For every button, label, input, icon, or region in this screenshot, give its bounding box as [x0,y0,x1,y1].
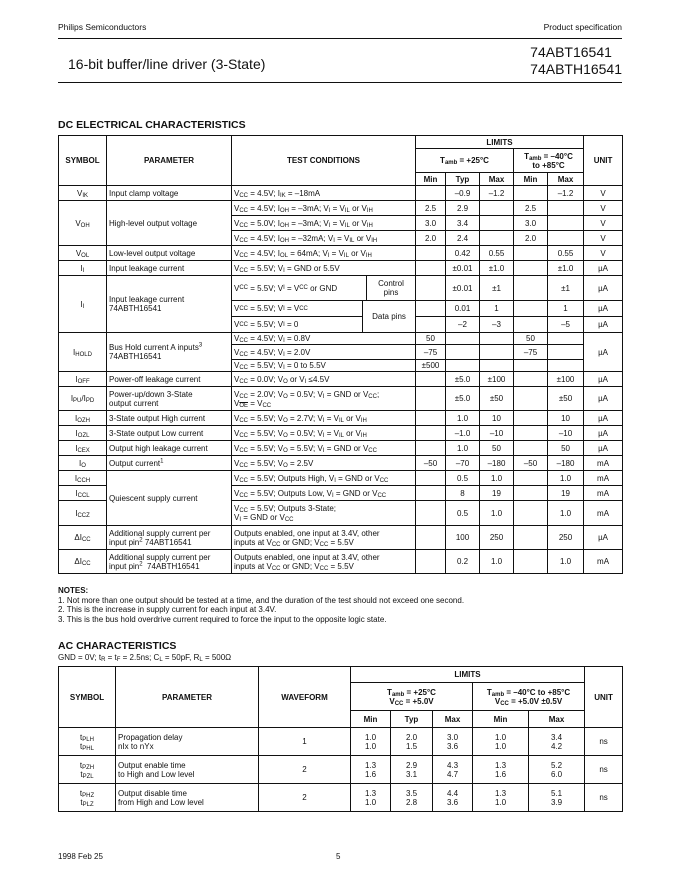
symbol-cell: $t_{PHZ}$ $t_{PLZ}$ [59,784,116,812]
table-row [59,201,623,216]
condition-cell: $V_{CC} = 4.5V$; $I_{OL} = 64mA$; $V_I = V_{IL}$ or $V_{IH}$ [232,246,416,261]
max2-cell [548,216,584,231]
min-cell [416,550,446,574]
min-cell [416,276,446,301]
symbol-cell: $I_{OZL}$ [59,426,107,441]
parameter-cell: 3-State output Low current [107,426,232,441]
typ-cell: 0.2 [446,550,480,574]
min-cell [416,301,446,317]
min2-cell: 1.0 1.0 [473,728,529,756]
ac-temp-25: $T_{amb} = +25^\circ C$ $V_{CC} = +5.0V$ [351,683,473,711]
typ-cell [446,360,480,372]
min2-cell: 2.5 [514,201,548,216]
min2-cell [514,246,548,261]
ac-col-min2: Min [473,711,529,728]
min2-cell [514,486,548,501]
condition-cell: Outputs enabled, one input at 3.4V, other inputs at $V_{CC}$ or GND; $V_{CC} = 5.5V$ [232,526,416,550]
typ-cell: 1.0 [446,441,480,456]
condition-cell: $V_{CC} = 4.5V$; $I_{OH} = -32mA$; $V_I = V_{IL}$ or $V_{IH}$ [232,231,416,246]
max-cell: 250 [480,526,514,550]
symbol-cell: $I_{CCZ}$ [59,501,107,526]
max2-cell: 3.4 4.2 [529,728,585,756]
min2-cell: –75 [514,345,548,360]
min-cell: ±500 [416,360,446,372]
part-number-2: 74ABTH16541 [530,61,622,77]
dc-col-test-conditions: TEST CONDITIONS [232,136,416,186]
dc-temp-25: $T_{amb} = +25^\circ C$ [416,149,514,173]
condition-cell: $V_{CC} = 5.5V$; Outputs High, $V_I$ = GND or $V_{CC}$ [232,471,416,486]
ac-col-unit: UNIT [585,667,623,728]
typ-cell: 0.5 [446,471,480,486]
unit-cell: µA [584,301,623,317]
typ-cell: 0.5 [446,501,480,526]
min2-cell [514,317,548,333]
condition-cell: $V_{CC} = 5.5V$; $V_O = 5.5V$; $V_I$ = GND or $V_{CC}$ [232,441,416,456]
max-cell: 10 [480,411,514,426]
unit-cell: µA [584,526,623,550]
ac-col-waveform: WAVEFORM [259,667,351,728]
ac-col-limits: LIMITS [351,667,585,683]
min2-cell: 1.3 1.6 [473,756,529,784]
ac-temp-range: $T_{amb} = -40^\circ C$ to +85°C $V_{CC} = +5.0V \pm 0.5V$ [473,683,585,711]
parameter-cell: Bus Hold current A inputs$^3$ 74ABTH16541 [107,333,232,372]
document-type: Product specification [543,22,622,32]
symbol-cell: $I_{HOLD}$ [59,333,107,372]
symbol-cell: $V_{IK}$ [59,186,107,201]
min-cell [416,441,446,456]
min2-cell [514,426,548,441]
parameter-cell: Additional supply current per input pin$^2$ 74ABTH16541 [107,550,232,574]
condition-cell: $V_{CC} = 4.5V$; $V_I = 2.0V$ [232,345,416,360]
ac-test-conditions: GND = 0V; $t_R = t_F = 2.5ns$; $C_L = 50pF$, $R_L = 500\Omega$ [58,653,232,663]
table-row [59,456,623,471]
symbol-cell: $V_{OH}$ [59,201,107,246]
condition-cell: Outputs enabled, one input at 3.4V, other inputs at $V_{CC}$ or GND; $V_{CC} = 5.5V$ [232,550,416,574]
symbol-cell: $I_O$ [59,456,107,471]
symbol-cell: $\Delta I_{CC}$ [59,550,107,574]
min2-cell: –50 [514,456,548,471]
symbol-cell: $I_{CCL}$ [59,486,107,501]
max-cell: ±1.0 [480,261,514,276]
unit-cell: V [584,186,623,201]
typ-cell: 3.4 [446,216,480,231]
min-cell: 1.3 1.0 [351,784,391,812]
condition-cell: V CC = 5.5V; V I = V CC V CC = 5.5V; V I = 0 Data pins [232,301,416,333]
parameter-cell: 3-State output High current [107,411,232,426]
max2-cell: ±100 [548,372,584,387]
condition-cell: $V_{CC} = 2.0V$; $V_O = 0.5V$; $V_I$ = GND or $V_{CC}$; $V_{\overline{OE}} = V_{CC}$ [232,387,416,411]
min-cell [416,426,446,441]
typ-cell: 0.01 [446,301,480,317]
typ-cell: 2.9 [446,201,480,216]
table-row [59,728,623,756]
unit-cell: V [584,246,623,261]
table-row [59,387,623,411]
typ-cell: 8 [446,486,480,501]
typ-cell: –2 [446,317,480,333]
min-cell: 2.5 [416,201,446,216]
max-cell [480,201,514,216]
param-line2: from High and Low level [118,797,204,807]
min-cell [416,471,446,486]
symbol-cell: $t_{PLH}$ $t_{PHL}$ [59,728,116,756]
parameter-cell [116,728,259,756]
unit-cell: ns [585,756,623,784]
min-cell [416,526,446,550]
max2-cell [548,201,584,216]
min-cell [416,411,446,426]
min-cell: –75 [416,345,446,360]
min-cell: 2.0 [416,231,446,246]
footer-date: 1998 Feb 25 [58,852,103,861]
typ-cell: 0.42 [446,246,480,261]
symbol-cell: $I_{CCH}$ [59,471,107,486]
min2-cell [514,471,548,486]
dc-col-max2: Max [548,173,584,186]
max-cell: 1.0 [480,471,514,486]
table-row [59,426,623,441]
control-pins-label: Control pins [378,279,404,297]
symbol-cell: $I_{PU}/I_{PD}$ [59,387,107,411]
min-cell [416,186,446,201]
typ-cell: –70 [446,456,480,471]
dc-col-parameter: PARAMETER [107,136,232,186]
typ-cell: ±5.0 [446,387,480,411]
min-cell [416,261,446,276]
min-cell [416,486,446,501]
footer-page-number: 5 [336,852,341,861]
max-cell: 50 [480,441,514,456]
typ-cell: –0.9 [446,186,480,201]
unit-cell: µA [584,317,623,333]
condition-cell: $V_{CC} = 0.0V$; $V_O$ or $V_I \le 4.5V$ [232,372,416,387]
condition-cell: $V_{CC} = 5.5V$; $V_O = 2.5V$ [232,456,416,471]
notes-title: NOTES: [58,586,89,595]
symbol-cell: $I_{CEX}$ [59,441,107,456]
min-cell: 50 [416,333,446,345]
max2-cell: 250 [548,526,584,550]
unit-cell: mA [584,501,623,526]
max-cell: –1.2 [480,186,514,201]
min2-cell [514,360,548,372]
table-row [59,372,623,387]
symbol-cell: $\Delta I_{CC}$ [59,526,107,550]
table-row [59,261,623,276]
min-cell: 1.3 1.6 [351,756,391,784]
parameter-cell: High-level output voltage [107,201,232,246]
table-row [59,756,623,784]
condition-cell: $V_{CC} = 5.5V$; $V_O = 0.5V$; $V_I = V_{IL}$ or $V_{IH}$ [232,426,416,441]
unit-cell: mA [584,550,623,574]
max-cell: –3 [480,317,514,333]
ac-col-max: Max [433,711,473,728]
max2-cell [548,231,584,246]
condition-cell: $V_{CC} = 4.5V$; $I_{OH} = -3mA$; $V_I = V_{IL}$ or $V_{IH}$ [232,201,416,216]
max2-cell: ±1.0 [548,261,584,276]
table-row [59,441,623,456]
unit-cell: V [584,201,623,216]
parameter-cell: Output current$^1$ [107,456,232,471]
max-cell: 1.0 [480,550,514,574]
min-cell: 3.0 [416,216,446,231]
part-number-1: 74ABT16541 [530,44,612,60]
symbol-cell: $I_I$ [59,276,107,333]
data-pins-label: Data pins [372,312,406,321]
waveform-cell: 2 [259,784,351,812]
max2-cell: –10 [548,426,584,441]
note-3: 3. This is the bus hold overdrive current required to force the input to the opposite logic state. [58,614,387,624]
min2-cell [514,301,548,317]
max-cell: 4.3 4.7 [433,756,473,784]
min-cell [416,501,446,526]
unit-cell: µA [584,387,623,411]
dc-characteristics-table [58,135,623,574]
min-cell [416,246,446,261]
max-cell: 4.4 3.6 [433,784,473,812]
min2-cell [514,276,548,301]
min2-cell [514,372,548,387]
max-cell: ±1 [480,276,514,301]
min2-cell: 3.0 [514,216,548,231]
condition-cell: $V_{CC} = 5.5V$; Outputs Low, $V_I$ = GND or $V_{CC}$ [232,486,416,501]
symbol-cell: $I_I$ [59,261,107,276]
max2-cell: –180 [548,456,584,471]
max2-cell [548,333,584,345]
max-cell: –180 [480,456,514,471]
param-line1: Propagation delay [118,732,183,742]
typ-cell: 1.0 [446,411,480,426]
max-cell: 3.0 3.6 [433,728,473,756]
max2-cell: 0.55 [548,246,584,261]
parameter-cell [116,784,259,812]
max2-cell: 1 [548,301,584,317]
typ-cell: 3.5 2.8 [391,784,433,812]
min-cell [416,317,446,333]
unit-cell: mA [584,456,623,471]
max2-cell: –1.2 [548,186,584,201]
note-2: 2. This is the increase in supply current for each input at 3.4V. [58,605,277,614]
unit-cell: µA [584,372,623,387]
condition-cell: $V_{CC} = 4.5V$; $V_I = 0.8V$ [232,333,416,345]
symbol-cell: $I_{OZH}$ [59,411,107,426]
waveform-cell: 1 [259,728,351,756]
max2-cell [548,345,584,360]
min2-cell [514,186,548,201]
min-cell [416,387,446,411]
min2-cell [514,411,548,426]
min2-cell [514,501,548,526]
ac-col-min: Min [351,711,391,728]
ac-characteristics-table [58,666,623,812]
typ-cell: 2.9 3.1 [391,756,433,784]
max-cell: ±100 [480,372,514,387]
max2-cell: 5.2 6.0 [529,756,585,784]
document-title: 16-bit buffer/line driver (3-State) [68,56,266,72]
max2-cell: 50 [548,441,584,456]
max-cell: 19 [480,486,514,501]
dc-section-title: DC ELECTRICAL CHARACTERISTICS [58,119,246,131]
ac-col-typ: Typ [391,711,433,728]
parameter-cell: Power-up/down 3-State output current [107,387,232,411]
parameter-cell: Low-level output voltage [107,246,232,261]
min2-cell [514,441,548,456]
parameter-cell: Input leakage current 74ABTH16541 [107,276,232,333]
max-cell [480,333,514,345]
min2-cell [514,387,548,411]
min-cell: 1.0 1.0 [351,728,391,756]
company-name: Philips Semiconductors [58,22,147,32]
table-row [59,276,623,301]
max2-cell: –5 [548,317,584,333]
parameter-cell: Input leakage current [107,261,232,276]
param-line2: to High and Low level [118,769,195,779]
min-cell [416,372,446,387]
dc-col-unit: UNIT [584,136,623,186]
parameter-cell: Output high leakage current [107,441,232,456]
max2-cell: 1.0 [548,550,584,574]
unit-cell: µA [584,276,623,301]
title-rule [58,82,622,83]
max2-cell: 10 [548,411,584,426]
symbol-cell: $t_{PZH}$ $t_{PZL}$ [59,756,116,784]
table-row [59,471,623,486]
unit-cell: µA [584,411,623,426]
unit-cell: V [584,216,623,231]
unit-cell: µA [584,261,623,276]
dc-col-max: Max [480,173,514,186]
table-row [59,784,623,812]
max-cell: 1 [480,301,514,317]
parameter-cell: Input clamp voltage [107,186,232,201]
parameter-cell [116,756,259,784]
max2-cell: 5.1 3.9 [529,784,585,812]
dc-temp-range: $T_{amb} = -40^\circ C$ to +85°C [514,149,584,173]
unit-cell: ns [585,784,623,812]
condition-cell: $V_{CC} = 5.5V$; $V_I$ = GND or 5.5V [232,261,416,276]
unit-cell: V [584,231,623,246]
min2-cell [514,550,548,574]
typ-cell: ±0.01 [446,261,480,276]
min2-cell: 2.0 [514,231,548,246]
typ-cell: ±5.0 [446,372,480,387]
condition-cell: $V_{CC} = 4.5V$; $I_{IK} = -18mA$ [232,186,416,201]
dc-col-min: Min [416,173,446,186]
param-line1: Output enable time [118,760,186,770]
min2-cell [514,261,548,276]
max-cell: 0.55 [480,246,514,261]
symbol-cell: $I_{OFF}$ [59,372,107,387]
part-numbers [530,44,622,78]
unit-cell: µA [584,333,623,372]
condition-cell: $V_{CC} = 5.5V$; $V_I = 0$ to 5.5V [232,360,416,372]
symbol-cell: $V_{OL}$ [59,246,107,261]
parameter-cell: Additional supply current per input pin$^2$ 74ABT16541 [107,526,232,550]
ac-col-max2: Max [529,711,585,728]
header-rule [58,38,622,39]
max-cell [480,216,514,231]
max-cell [480,231,514,246]
min2-cell [514,526,548,550]
condition-cell: $V_{CC} = 5.0V$; $I_{OH} = -3mA$; $V_I = V_{IL}$ or $V_{IH}$ [232,216,416,231]
unit-cell: mA [584,486,623,501]
param-line1: Output disable time [118,788,187,798]
unit-cell: mA [584,471,623,486]
max2-cell: ±1 [548,276,584,301]
max2-cell [548,360,584,372]
max-cell: ±50 [480,387,514,411]
condition-cell: $V_{CC} = 5.5V$; $V_O = 2.7V$; $V_I = V_{IL}$ or $V_{IH}$ [232,411,416,426]
max2-cell: 1.0 [548,501,584,526]
typ-cell: 2.4 [446,231,480,246]
parameter-cell: Quiescent supply current [107,471,232,526]
typ-cell: –1.0 [446,426,480,441]
table-row [59,411,623,426]
typ-cell: 2.0 1.5 [391,728,433,756]
min-cell: –50 [416,456,446,471]
max-cell [480,360,514,372]
typ-cell: ±0.01 [446,276,480,301]
parameter-cell: Power-off leakage current [107,372,232,387]
dc-col-typ: Typ [446,173,480,186]
typ-cell [446,333,480,345]
param-line2: nIx to nYx [118,741,154,751]
table-row [59,246,623,261]
ac-col-parameter: PARAMETER [116,667,259,728]
dc-col-symbol: SYMBOL [59,136,107,186]
min2-cell: 1.3 1.0 [473,784,529,812]
max-cell: –10 [480,426,514,441]
table-row [59,186,623,201]
max2-cell: ±50 [548,387,584,411]
ac-section-title: AC CHARACTERISTICS [58,640,177,652]
unit-cell: µA [584,441,623,456]
dc-col-limits: LIMITS [416,136,584,149]
unit-cell: ns [585,728,623,756]
table-row [59,550,623,574]
waveform-cell: 2 [259,756,351,784]
max-cell [480,345,514,360]
table-row [59,526,623,550]
notes-block [58,586,622,624]
min2-cell: 50 [514,333,548,345]
note-1: 1. Not more than one output should be tested at a time, and the duration of the test should not exceed one second. [58,595,465,605]
dc-col-min2: Min [514,173,548,186]
condition-cell: V CC = 5.5V; V I = V CC or GND Control pins [232,276,416,301]
typ-cell: 100 [446,526,480,550]
condition-cell: $V_{CC} = 5.5V$; Outputs 3-State; $V_I$ = GND or $V_{CC}$ [232,501,416,526]
unit-cell: µA [584,426,623,441]
typ-cell [446,345,480,360]
table-row [59,333,623,345]
ac-col-symbol: SYMBOL [59,667,116,728]
max2-cell: 19 [548,486,584,501]
max-cell: 1.0 [480,501,514,526]
max2-cell: 1.0 [548,471,584,486]
